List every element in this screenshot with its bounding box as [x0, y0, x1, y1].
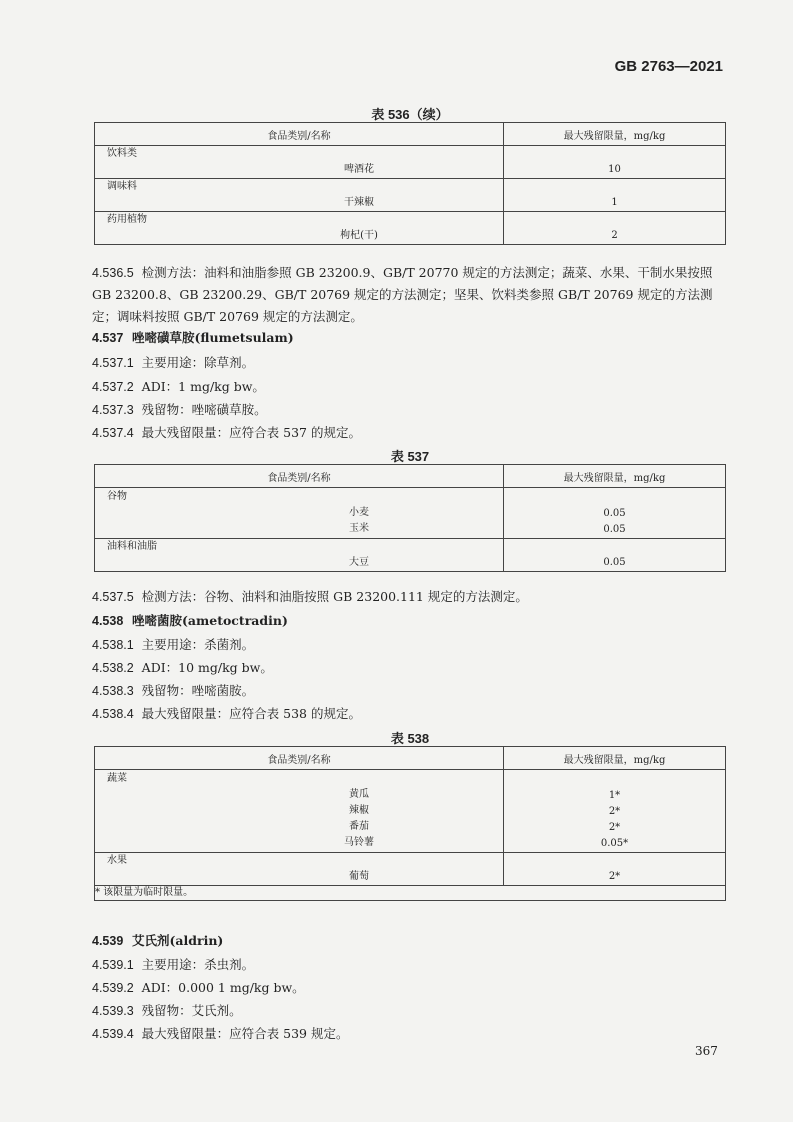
- table-footnote-row: [95, 886, 726, 901]
- clause-number: 4.537.1: [92, 356, 134, 370]
- table-536: [94, 122, 726, 245]
- mrl-value: 2*: [608, 806, 621, 817]
- clause-number: 4.539.4: [92, 1027, 134, 1041]
- clause-text: ADI：0.000 1 mg/kg bw。: [141, 980, 305, 995]
- table-row: [95, 212, 726, 245]
- clause-number: 4.537.2: [92, 380, 134, 394]
- heading-text: 艾氏剂(aldrin): [132, 933, 224, 948]
- table-row: [95, 179, 726, 212]
- category-label: 饮料类: [107, 148, 137, 159]
- clause-number: 4.536.5: [92, 266, 134, 280]
- clause-number: 4.537.4: [92, 426, 134, 440]
- clause-text: 最大残留限量：应符合表 539 规定。: [141, 1026, 349, 1041]
- clause-4-539-1: [92, 957, 254, 973]
- table-536-caption: 表 536（续）: [371, 107, 449, 122]
- mrl-value: 0.05: [603, 557, 626, 568]
- food-name: 黄瓜: [349, 789, 369, 800]
- clause-text: 主要用途：杀虫剂。: [141, 957, 255, 972]
- clause-4-538-3: [92, 683, 254, 699]
- table-row: [95, 770, 726, 853]
- table-row: [95, 539, 726, 572]
- heading-number: 4.538: [92, 614, 124, 628]
- mrl-value: 0.05: [603, 508, 626, 519]
- clause-text: ADI：1 mg/kg bw。: [141, 379, 265, 394]
- clause-number: 4.538.3: [92, 684, 134, 698]
- clause-text: 残留物：唑嘧菌胺。: [141, 683, 255, 698]
- food-name: 葡萄: [349, 871, 369, 882]
- clause-text: 残留物：唑嘧磺草胺。: [141, 402, 267, 417]
- clause-number: 4.538.4: [92, 707, 134, 721]
- clause-4-538-1: [92, 637, 254, 653]
- mrl-value: 1: [611, 197, 618, 208]
- column-header-food: 食品类别/名称: [95, 465, 504, 488]
- clause-4-537-1: [92, 355, 254, 371]
- clause-text: 主要用途：除草剂。: [141, 355, 255, 370]
- clause-text: 最大残留限量：应符合表 538 的规定。: [141, 706, 361, 721]
- clause-number: 4.538.2: [92, 661, 134, 675]
- section-heading-4-539: [92, 933, 223, 949]
- table-537-caption: 表 537: [390, 449, 430, 464]
- column-header-food: 食品类别/名称: [95, 123, 504, 146]
- clause-number: 4.537.3: [92, 403, 134, 417]
- standard-code: GB 2763—2021: [614, 58, 723, 75]
- food-name: 番茄: [349, 821, 369, 832]
- mrl-value: 1*: [608, 790, 621, 801]
- mrl-value: 2*: [608, 822, 621, 833]
- category-label: 蔬菜: [107, 773, 127, 784]
- food-name: 枸杞(干): [340, 230, 378, 241]
- clause-text: 残留物：艾氏剂。: [141, 1003, 242, 1018]
- category-label: 调味料: [107, 181, 137, 192]
- table-header-row: [95, 123, 726, 146]
- clause-text: 检测方法：油料和油脂参照 GB 23200.9、GB/T 20770 规定的方法测定；蔬菜、水果、干制水果按照 GB 23200.8、GB 23200.29、GB/T 20769 规定的方法测定；坚果、饮料类参照 GB/T 20769 规定的方法测定；调味料按照 GB/T 20769 规定的方法测定。: [92, 265, 713, 324]
- table-row: [95, 488, 726, 539]
- table-row: [95, 853, 726, 886]
- clause-number: 4.537.5: [92, 590, 134, 604]
- clause-4-539-2: [92, 980, 305, 996]
- clause-4-537-2: [92, 379, 265, 395]
- category-label: 水果: [107, 855, 127, 866]
- food-name: 干辣椒: [344, 197, 374, 208]
- clause-text: 主要用途：杀菌剂。: [141, 637, 255, 652]
- food-name: 马铃薯: [344, 837, 374, 848]
- table-537: [94, 464, 726, 572]
- column-header-mrl: 最大残留限量，mg/kg: [504, 123, 726, 146]
- table-footnote: * 该限量为临时限量。: [95, 886, 726, 901]
- heading-number: 4.539: [92, 934, 124, 948]
- section-heading-4-538: [92, 613, 288, 629]
- category-label: 药用植物: [107, 214, 147, 225]
- section-heading-4-537: [92, 330, 294, 346]
- mrl-value: 10: [608, 164, 621, 175]
- clause-4-539-4: [92, 1026, 348, 1042]
- page-number: 367: [695, 1044, 718, 1058]
- clause-4-537-5: [92, 589, 528, 605]
- heading-number: 4.537: [92, 331, 124, 345]
- table-row: [95, 146, 726, 179]
- clause-number: 4.539.3: [92, 1004, 134, 1018]
- clause-4-538-2: [92, 660, 273, 676]
- mrl-value: 2: [611, 230, 618, 241]
- mrl-value: 0.05*: [600, 838, 629, 849]
- food-name: 小麦: [349, 507, 369, 518]
- heading-text: 唑嘧菌胺(ametoctradin): [132, 613, 288, 628]
- column-header-food: 食品类别/名称: [95, 747, 504, 770]
- table-header-row: [95, 747, 726, 770]
- clause-text: 最大残留限量：应符合表 537 的规定。: [141, 425, 361, 440]
- food-name: 大豆: [349, 557, 369, 568]
- clause-number: 4.539.1: [92, 958, 134, 972]
- clause-4-538-4: [92, 706, 361, 722]
- paragraph-4-536-5: [92, 262, 732, 328]
- table-538-caption: 表 538: [390, 731, 430, 746]
- table-538: [94, 746, 726, 901]
- column-header-mrl: 最大残留限量，mg/kg: [504, 747, 726, 770]
- heading-text: 唑嘧磺草胺(flumetsulam): [132, 330, 294, 345]
- table-header-row: [95, 465, 726, 488]
- mrl-value: 0.05: [603, 524, 626, 535]
- food-name: 玉米: [349, 523, 369, 534]
- clause-4-539-3: [92, 1003, 242, 1019]
- column-header-mrl: 最大残留限量，mg/kg: [504, 465, 726, 488]
- clause-4-537-4: [92, 425, 361, 441]
- food-name: 啤酒花: [344, 164, 374, 175]
- clause-text: 检测方法：谷物、油料和油脂按照 GB 23200.111 规定的方法测定。: [141, 589, 528, 604]
- clause-number: 4.539.2: [92, 981, 134, 995]
- clause-text: ADI：10 mg/kg bw。: [141, 660, 273, 675]
- category-label: 谷物: [107, 491, 127, 502]
- clause-4-537-3: [92, 402, 267, 418]
- mrl-value: 2*: [608, 871, 621, 882]
- category-label: 油料和油脂: [107, 541, 157, 552]
- clause-number: 4.538.1: [92, 638, 134, 652]
- food-name: 辣椒: [349, 805, 369, 816]
